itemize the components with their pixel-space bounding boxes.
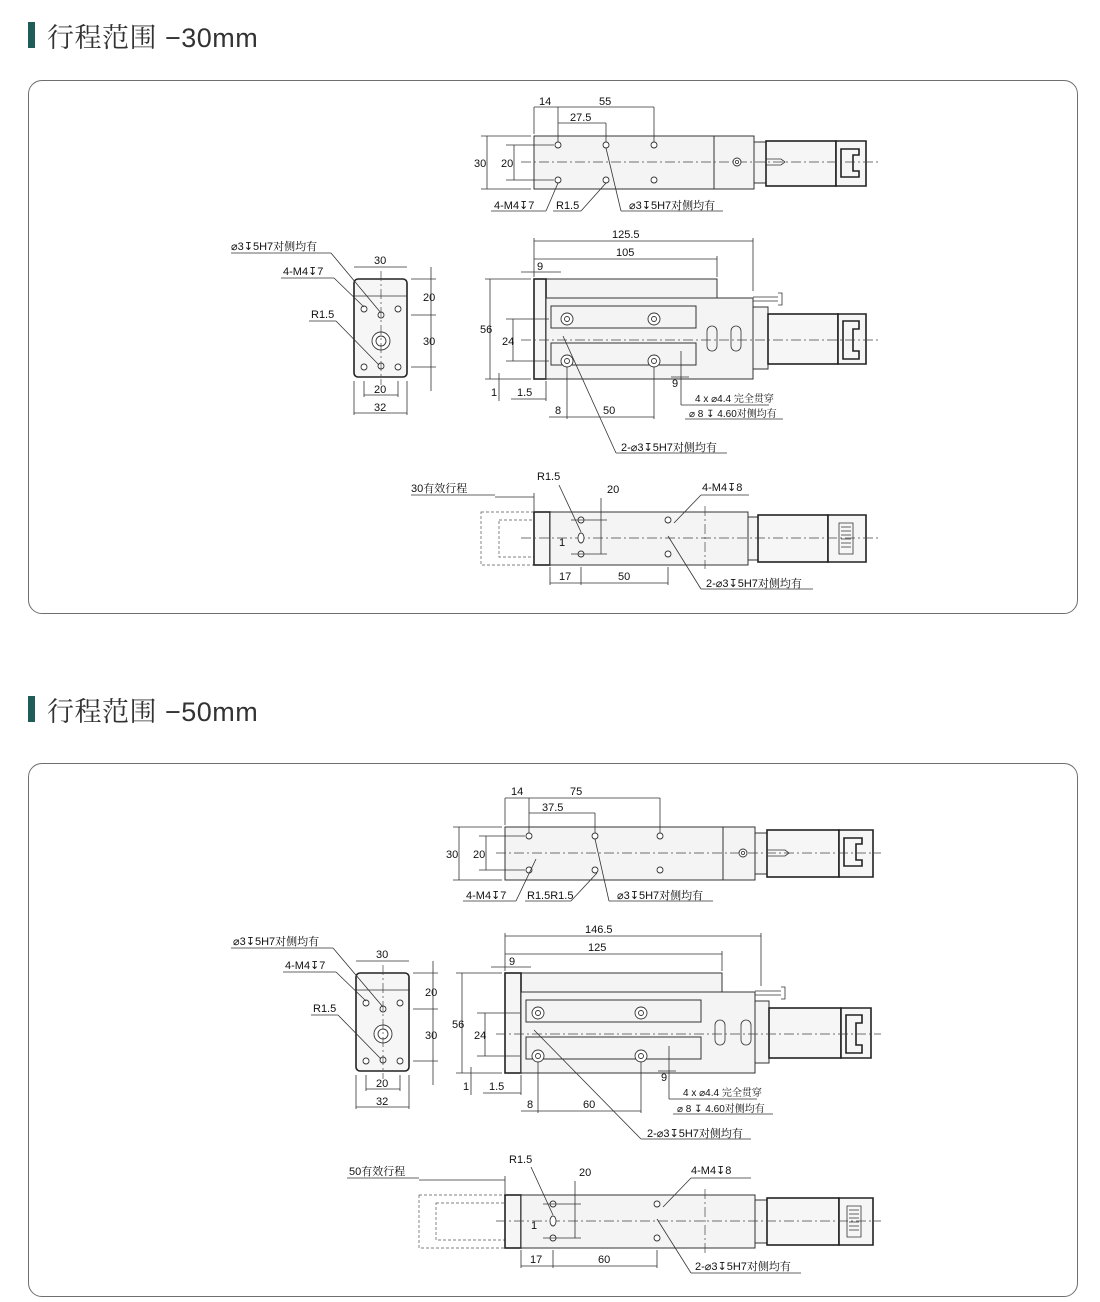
dim-8: 8 xyxy=(527,1099,534,1111)
label-counterbore: ⌀ 8 ↧ 4.60对侧均有 xyxy=(689,409,777,420)
dim-1: 1 xyxy=(559,537,566,549)
label-pin: 2-⌀3↧5H7对侧均有 xyxy=(621,442,717,454)
dim-60: 60 xyxy=(583,1099,596,1111)
drawing-panel-30mm xyxy=(28,80,1078,614)
label-r15: R1.5 xyxy=(311,309,335,321)
label-m4: 4-M4↧8 xyxy=(691,1165,732,1177)
dim-9-b: 9 xyxy=(672,378,679,390)
dim-56: 56 xyxy=(480,324,493,336)
label-m4: 4-M4↧7 xyxy=(285,960,326,972)
section-title-30mm xyxy=(28,20,259,53)
dim-20-b: 20 xyxy=(376,1078,389,1090)
title-accent-bar xyxy=(28,22,35,48)
dim-125: 125 xyxy=(588,942,607,954)
label-pin: 2-⌀3↧5H7对侧均有 xyxy=(706,578,802,590)
label-effective-stroke: 50有效行程 xyxy=(349,1166,406,1178)
end-view xyxy=(231,934,438,1109)
label-through-holes: 4 x ⌀4.4 完全贯穿 xyxy=(695,394,774,405)
label-pin: 2-⌀3↧5H7对侧均有 xyxy=(695,1261,791,1273)
dim-30: 30 xyxy=(374,255,387,267)
label-r15: R1.5 xyxy=(509,1154,533,1166)
dim-20: 20 xyxy=(425,987,438,999)
label-pin: ⌀3↧5H7对侧均有 xyxy=(231,241,318,253)
label-effective-stroke: 30有效行程 xyxy=(411,483,468,495)
dim-20: 20 xyxy=(607,484,620,496)
dim-20: 20 xyxy=(423,292,436,304)
dim-20: 20 xyxy=(579,1167,592,1179)
side-view xyxy=(480,229,881,454)
label-m4: 4-M4↧7 xyxy=(466,890,507,902)
dim-1: 1 xyxy=(531,1220,538,1232)
title-accent-bar xyxy=(28,696,35,722)
dim-32: 32 xyxy=(376,1096,389,1108)
end-view xyxy=(231,239,436,415)
bottom-view xyxy=(347,1154,881,1273)
dim-8: 8 xyxy=(555,405,562,417)
dim-9-b: 9 xyxy=(661,1072,668,1084)
dim-32: 32 xyxy=(374,402,387,414)
dim-50: 50 xyxy=(618,571,631,583)
label-m4: 4-M4↧7 xyxy=(494,200,535,212)
dim-146-5: 146.5 xyxy=(585,924,613,936)
label-r15: R1.5R1.5 xyxy=(527,890,574,902)
dim-17: 17 xyxy=(559,571,572,583)
dim-30: 30 xyxy=(376,949,389,961)
section-title-text: 行程范围 −30mm xyxy=(47,22,259,53)
dim-9: 9 xyxy=(509,956,516,968)
dim-17: 17 xyxy=(530,1254,543,1266)
top-view xyxy=(474,96,881,212)
label-pin: ⌀3↧5H7对侧均有 xyxy=(629,200,716,212)
label-m4: 4-M4↧7 xyxy=(283,266,324,278)
dim-125-5: 125.5 xyxy=(612,229,640,241)
dim-56: 56 xyxy=(452,1019,465,1031)
label-counterbore: ⌀ 8 ↧ 4.60对侧均有 xyxy=(677,1104,765,1115)
label-through-holes: 4 x ⌀4.4 完全贯穿 xyxy=(683,1088,762,1099)
section-title-text: 行程范围 −50mm xyxy=(47,696,259,727)
label-m4: 4-M4↧8 xyxy=(702,482,743,494)
dim-1: 1 xyxy=(491,387,498,399)
label-r15: R1.5 xyxy=(556,200,580,212)
label-pin: ⌀3↧5H7对侧均有 xyxy=(617,890,704,902)
label-pin: 2-⌀3↧5H7对侧均有 xyxy=(647,1128,743,1140)
dim-30-v: 30 xyxy=(423,336,436,348)
dim-50: 50 xyxy=(603,405,616,417)
dim-24: 24 xyxy=(502,336,515,348)
dim-55: 55 xyxy=(599,96,612,108)
top-view xyxy=(446,786,881,902)
dim-20: 20 xyxy=(501,158,514,170)
dim-30: 30 xyxy=(474,158,487,170)
dim-24: 24 xyxy=(474,1030,487,1042)
bottom-view xyxy=(411,471,881,590)
dim-37-5: 37.5 xyxy=(542,802,564,814)
label-pin: ⌀3↧5H7对侧均有 xyxy=(233,936,320,948)
side-view xyxy=(452,924,881,1140)
dim-75: 75 xyxy=(570,786,583,798)
dim-20-b: 20 xyxy=(374,384,387,396)
dim-9: 9 xyxy=(537,261,544,273)
dim-14: 14 xyxy=(511,786,524,798)
technical-drawing-30mm xyxy=(29,81,1077,613)
dim-1-5: 1.5 xyxy=(489,1081,505,1093)
section-title-50mm xyxy=(28,694,259,727)
technical-drawing-50mm xyxy=(29,764,1077,1296)
dim-1-5: 1.5 xyxy=(517,387,533,399)
dim-27-5: 27.5 xyxy=(570,112,592,124)
dim-30-v: 30 xyxy=(425,1030,438,1042)
dim-20: 20 xyxy=(473,849,486,861)
label-r15: R1.5 xyxy=(313,1003,337,1015)
label-r15: R1.5 xyxy=(537,471,561,483)
dim-1: 1 xyxy=(463,1081,470,1093)
drawing-panel-50mm xyxy=(28,763,1078,1297)
dim-105: 105 xyxy=(616,247,635,259)
dim-60: 60 xyxy=(598,1254,611,1266)
dim-30: 30 xyxy=(446,849,459,861)
dim-14: 14 xyxy=(539,96,552,108)
